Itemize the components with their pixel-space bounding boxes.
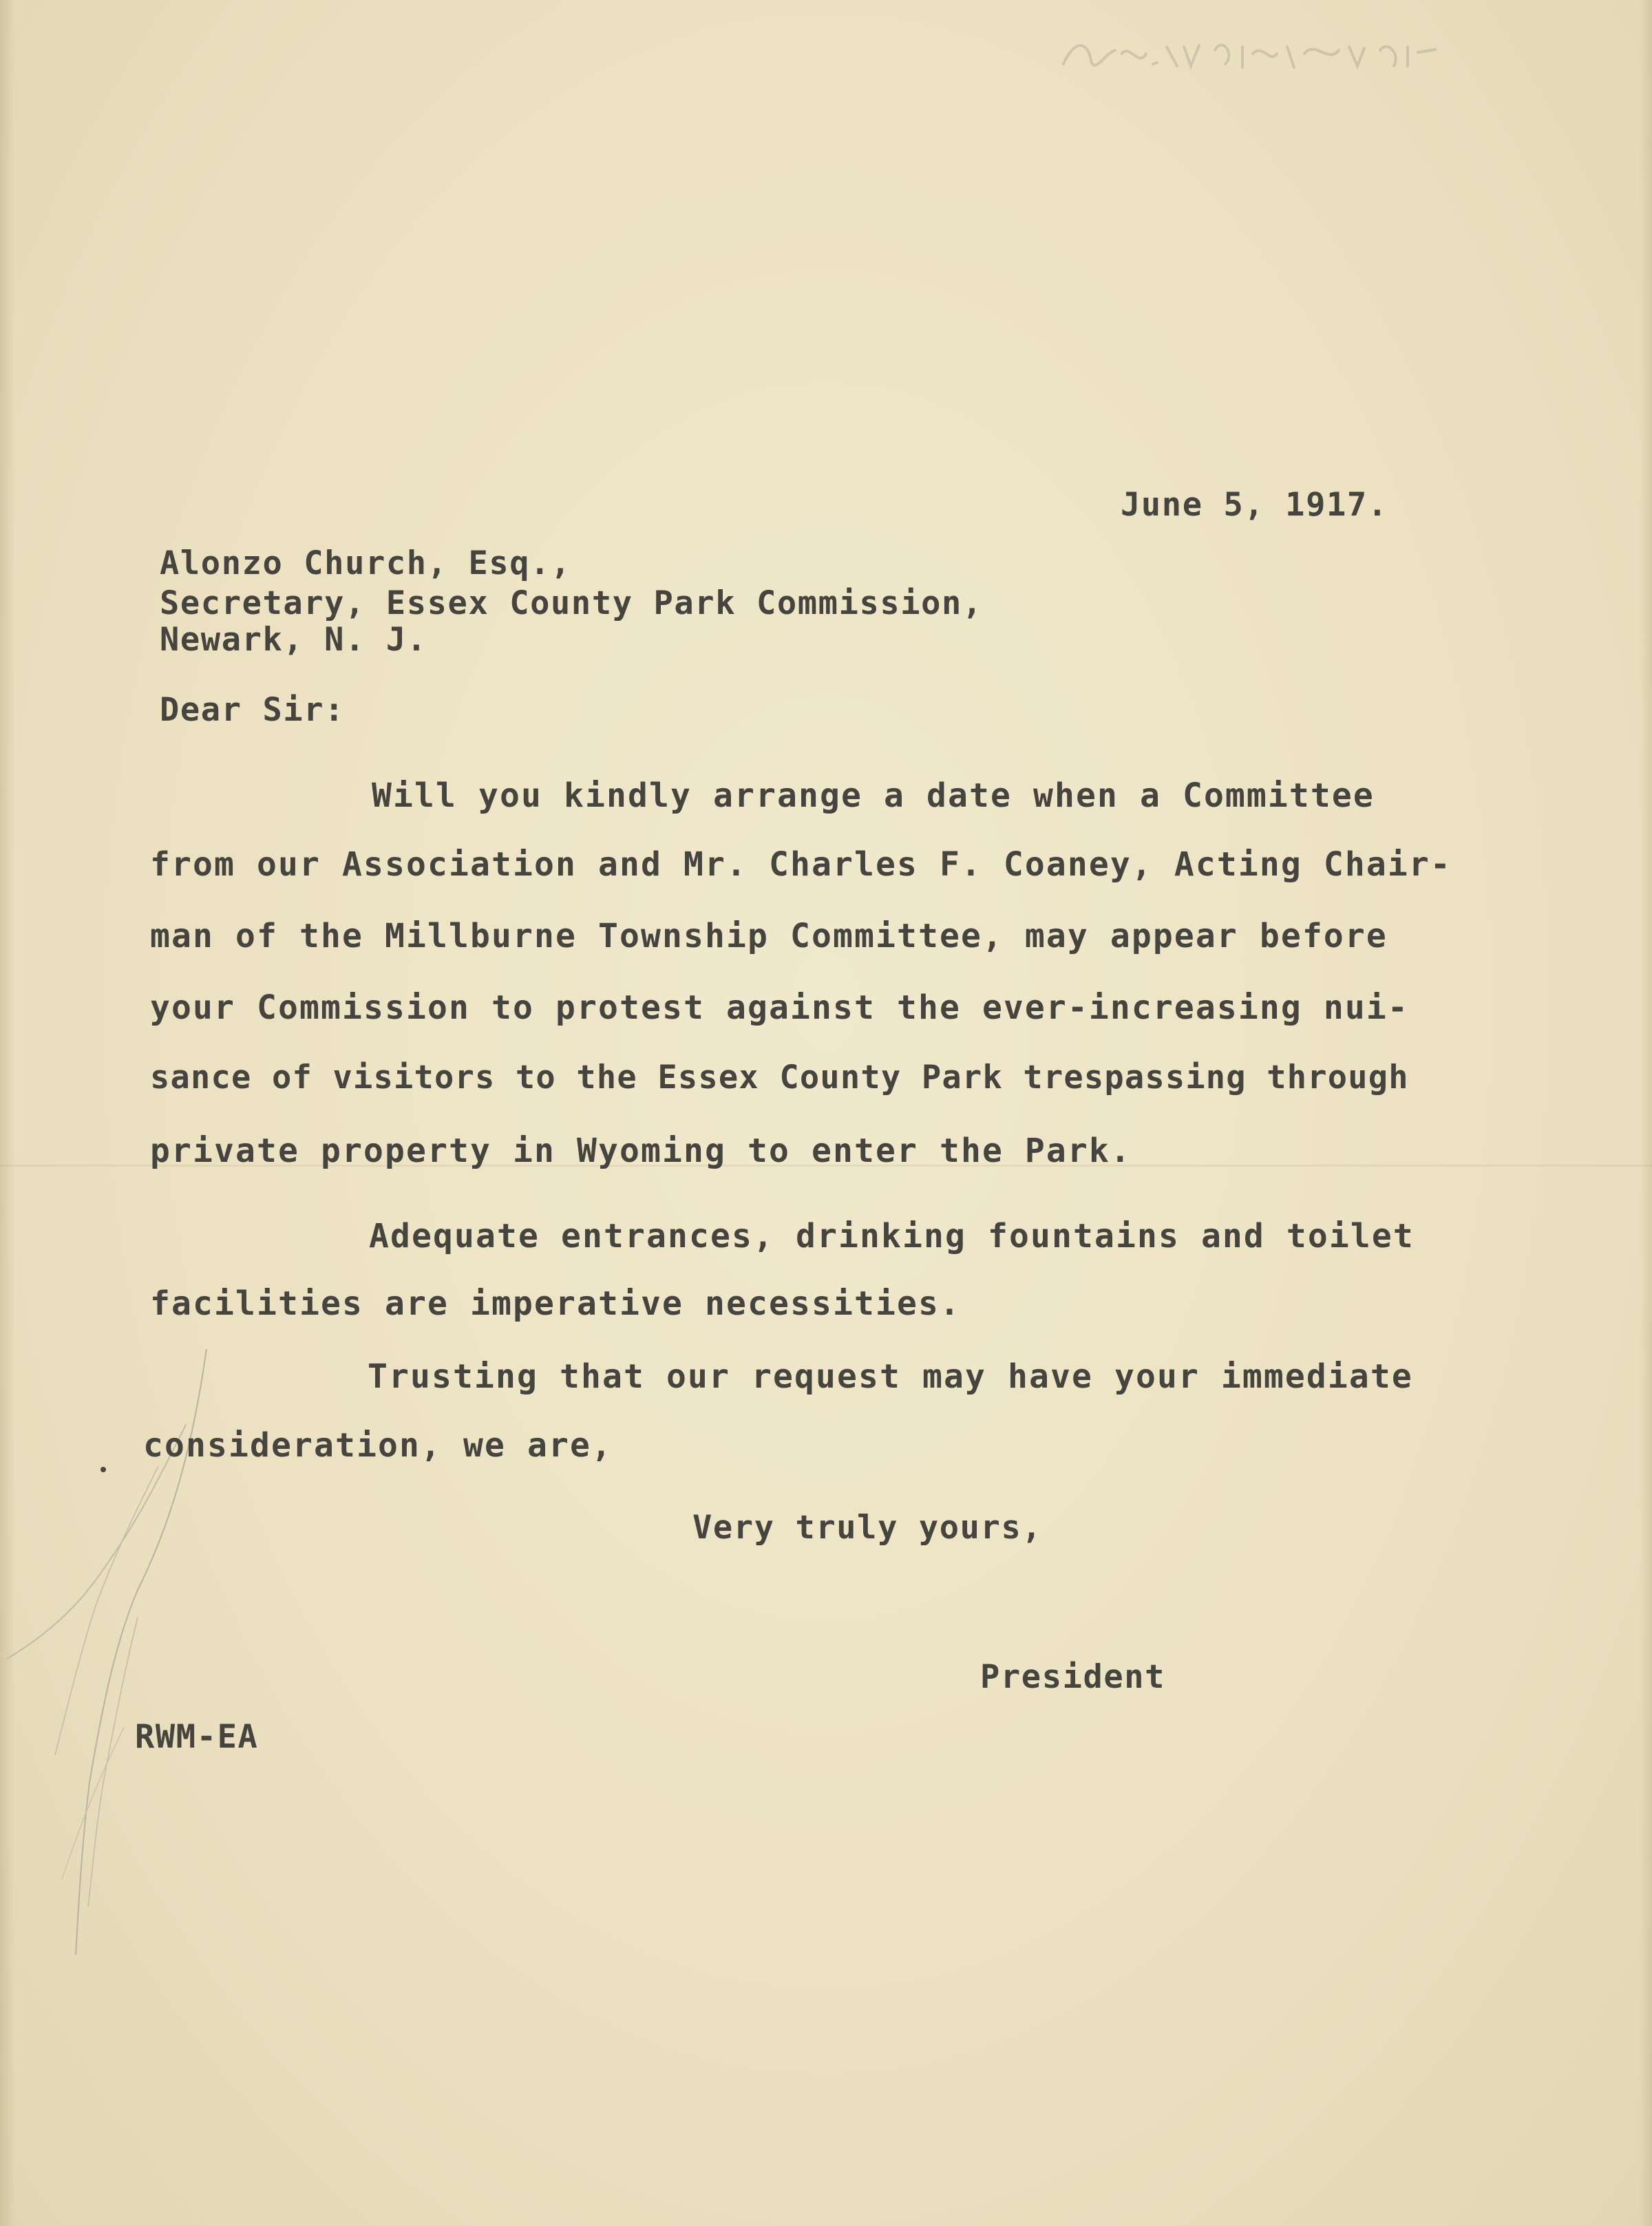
recipient-title: Secretary, Essex County Park Commission, [160, 584, 983, 622]
paragraph-1-line-5: sance of visitors to the Essex County Park trespassing through [150, 1059, 1409, 1096]
paragraph-1-line-1: Will you kindly arrange a date when a Committee [372, 776, 1375, 815]
signature-title: President [980, 1658, 1166, 1696]
paragraph-3-line-1: Trusting that our request may have your immediate [368, 1357, 1413, 1396]
paragraph-1-line-6: private property in Wyoming to enter the Park. [150, 1132, 1132, 1170]
page-edge-shadow-right [1640, 0, 1652, 2226]
paragraph-1-line-3: man of the Millburne Township Committee, may appear before [150, 917, 1388, 955]
salutation: Dear Sir: [160, 691, 346, 729]
paragraph-3-line-2: consideration, we are, [143, 1426, 613, 1465]
complimentary-close: Very truly yours, [692, 1509, 1043, 1547]
paragraph-2-line-2: facilities are imperative necessities. [150, 1284, 961, 1323]
archive-pencil-mark [1057, 26, 1442, 81]
recipient-city: Newark, N. J. [160, 621, 427, 659]
paragraph-1-line-4: your Commission to protest against the ever-increasing nui- [150, 988, 1409, 1027]
recipient-name: Alonzo Church, Esq., [160, 544, 571, 582]
letter-date: June 5, 1917. [1121, 486, 1388, 524]
paragraph-1-line-2: from our Association and Mr. Charles F. Coaney, Acting Chair- [150, 845, 1452, 884]
reference-initials: RWM-EA [135, 1718, 259, 1756]
paragraph-2-line-1: Adequate entrances, drinking fountains and toilet [369, 1217, 1415, 1255]
